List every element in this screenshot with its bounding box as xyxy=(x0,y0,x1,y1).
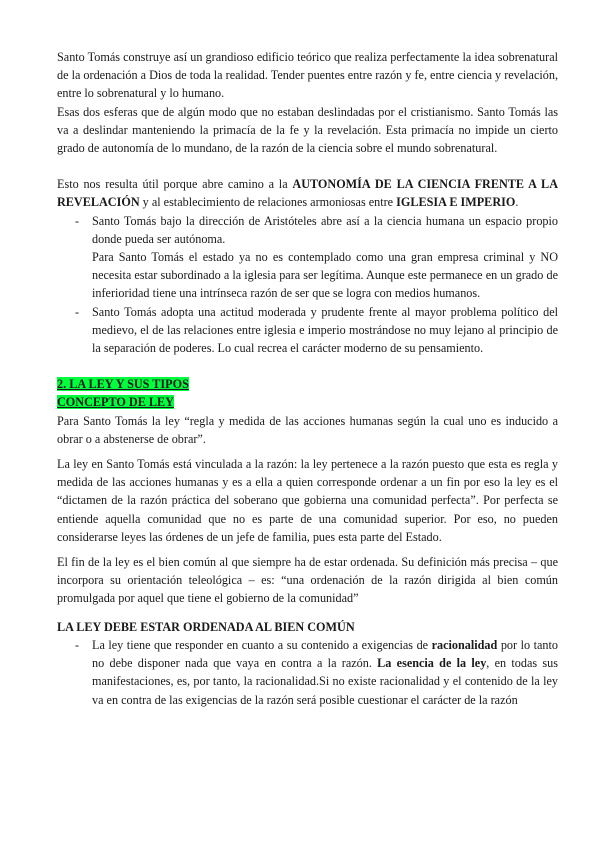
bullet-list-1 xyxy=(57,212,558,358)
paragraph-intro: Santo Tomás construye así un grandioso edificio teórico que realiza perfectamente la idea sobrenatural de la ordenación a Dios de toda la realidad. Tender puentes entre razón y fe, entre ciencia y revelación, entre lo sobrenatural y lo humano. xyxy=(57,50,558,101)
text-run: y al establecimiento de relaciones armoniosas entre xyxy=(139,195,397,210)
list-item xyxy=(57,636,558,709)
text-run: Esto nos resulta útil porque abre camino a la xyxy=(57,177,293,192)
subsection-heading xyxy=(57,393,558,411)
paragraph-autonomy xyxy=(57,175,558,211)
list-item-text xyxy=(92,636,558,709)
text-run: , en todas sus manifestaciones, es, por tanto, la racionalidad.Si no existe racionalidad y el contenido de la ley va en contra de las exigencias de la razón será posible cuestionar el carácter de la razón xyxy=(92,656,558,707)
bold-church-empire: IGLESIA E IMPERIO xyxy=(396,195,516,210)
paragraph-spheres: Esas dos esferas que de algún modo que no estaban deslindadas por el cristianismo. Santo Tomás las va a deslindar manteniendo la primacía de la fe y la revelación. Esta primacía no impide un cierto grado de autonomía de lo mundano, de la razón de la ciencia sobre el mundo sobrenatural. xyxy=(57,104,558,156)
heading-common-good: LA LEY DEBE ESTAR ORDENADA AL BIEN COMÚN xyxy=(57,619,355,634)
text-run: La ley tiene que responder en cuanto a su contenido a exigencias de xyxy=(92,637,432,652)
list-item-text: Para Santo Tomás el estado ya no es contemplado como una gran empresa criminal y NO necesita estar subordinado a la iglesia para ser legítima. Aunque este permanece en un grado de inferioridad tiene una intrínseca razón de ser que se logra con medios humanos. xyxy=(92,250,558,301)
paragraph-law-reason: La ley en Santo Tomás está vinculada a la razón: la ley pertenece a la razón puesto que esta es regla y medida de las acciones humanas y es a ella a quien corresponde ordenar a un fin por eso la ley es el “dictamen de la razón práctica del soberano que gobierna una comunidad perfecta”. Por perfecta se entiende aquella comunidad que no es parte de una comunidad superior. Por eso, no pueden considerarse leyes las órdenes de un jefe de familia, pues esta parte del Estado. xyxy=(57,457,558,544)
paragraph-law-definition: Para Santo Tomás la ley “regla y medida de las acciones humanas según la cual uno es inducido a obrar o a abstenerse de obrar”. xyxy=(57,413,558,446)
bold-essence: La esencia de la ley xyxy=(377,656,487,671)
list-item-text: - Santo Tomás adopta una actitud moderada y prudente frente al mayor problema político del medievo, el de las relaciones entre iglesia e imperio mostrándose no muy lejano al principio de la separación de poderes. Lo cual recrea el carácter moderno de su pensamiento. xyxy=(92,304,558,356)
heading-law-types: 2. LA LEY Y SUS TIPOS xyxy=(57,377,189,392)
list-item-text: - Santo Tomás bajo la dirección de Aristóteles abre así a la ciencia humana un espacio propio donde pueda ser autónoma. xyxy=(92,213,558,246)
paragraph-common-good: El fin de la ley es el bien común al que siempre ha de estar ordenada. Su definición más precisa – que incorpora su orientación teleológica – es: “una ordenación de la razón dirigida al bien común promulgada por aquel que tiene el gobierno de la comunidad” xyxy=(57,555,558,606)
bold-autonomy: AUTONOMÍA DE LA CIENCIA FRENTE A LA REVELACIÓN xyxy=(57,177,558,210)
list-item xyxy=(57,212,558,303)
list-item xyxy=(57,303,558,358)
text-run: . xyxy=(515,195,519,210)
section-heading xyxy=(57,375,558,393)
bullet-list-2 xyxy=(57,636,558,709)
text-run: por lo tanto no debe disponer nada que vaya en contra a la razón. xyxy=(92,637,558,671)
heading-law-concept: CONCEPTO DE LEY xyxy=(57,395,174,410)
bold-rationality: racionalidad xyxy=(431,637,498,652)
